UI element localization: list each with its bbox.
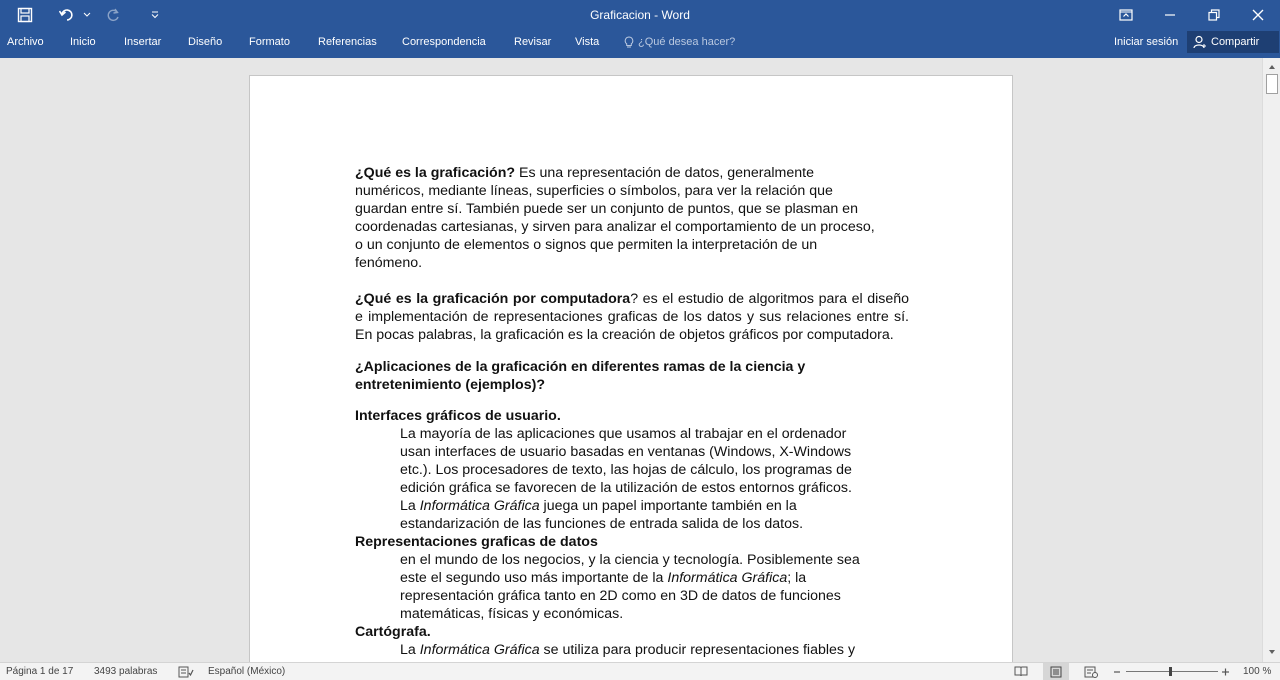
heading-what-is-graphing: ¿Qué es la graficación? [355,165,516,181]
lightbulb-icon [624,36,634,49]
share-label: Compartir [1211,36,1260,48]
computer-graphics-body: ? es el estudio de algoritmos para el diseño e implementación de representaciones graficas de los datos y sus relaciones entre sí. En pocas palabras, la graficación es la creación de objetos gráficos por computadora. [355,291,909,343]
cartography-paragraph [355,641,909,659]
heading-applications [355,358,909,376]
customize-qat-icon[interactable] [142,2,168,28]
ribbon-tab-row [0,30,1280,58]
proofing-icon[interactable] [178,666,194,678]
document-area[interactable] [0,58,1262,662]
scroll-up-icon[interactable] [1266,61,1278,73]
document-page[interactable] [249,75,1013,662]
heading-cartography-text: Cartógrafa. [355,624,431,640]
word-count[interactable]: 3493 palabras [94,666,158,677]
text-span: se utiliza para producir representaciones fiables y [539,642,856,658]
document-body[interactable] [355,164,909,659]
tab-inicio[interactable]: Inicio [70,36,96,48]
window-controls [1104,0,1280,30]
text-line: usan interfaces de usuario basadas en ventanas (Windows, X-Windows [400,444,852,460]
text-line: La mayoría de las aplicaciones que usamos al trabajar en el ordenador [400,426,847,442]
status-bar [0,662,1280,680]
tab-insertar[interactable]: Insertar [124,36,162,48]
tell-me-placeholder: ¿Qué desea hacer? [638,36,736,48]
heading-gui-text: Interfaces gráficos de usuario. [355,408,561,424]
undo-icon[interactable] [54,2,80,28]
tab-correspondencia[interactable]: Correspondencia [402,36,486,48]
italic-term: Informática Gráfica [667,570,788,586]
tab-formato[interactable]: Formato [249,36,290,48]
zoom-slider-track[interactable] [1126,671,1218,672]
heading-gui [355,407,909,425]
zoom-level[interactable]: 100 % [1243,666,1272,677]
undo-dropdown-icon[interactable] [80,2,94,28]
heading-applications-cont [355,376,909,394]
gui-paragraph [355,425,909,533]
close-icon[interactable] [1236,0,1280,30]
heading-applications-line1: ¿Aplicaciones de la graficación en diferentes ramas de la ciencia y [355,359,806,375]
paragraph-what-is-graphing [355,164,909,182]
text-span: La [400,642,420,658]
vertical-scrollbar[interactable] [1262,58,1280,662]
web-layout-icon[interactable] [1078,663,1104,680]
tab-referencias[interactable]: Referencias [318,36,377,48]
scroll-down-icon[interactable] [1266,646,1278,658]
heading-computer-graphics: ¿Qué es la graficación por computadora [355,291,631,307]
zoom-out-icon[interactable] [1113,663,1121,680]
text-line: estandarización de las funciones de entrada salida de los datos. [400,516,804,532]
text-line: guardan entre sí. También puede ser un conjunto de puntos, que se plasman en [355,201,858,217]
scrollbar-thumb[interactable] [1266,74,1278,94]
text-line [400,641,909,659]
heading-data-graphics [355,533,909,551]
text-line: numéricos, mediante líneas, superficies o símbolos, para ver la relación que [355,183,833,199]
italic-term: Informática Gráfica [419,498,540,514]
text-line: representación gráfica tanto en 2D como en 3D de datos de funciones [400,588,841,604]
paragraph-computer-graphics [355,290,909,344]
text-line: fenómeno. [355,255,423,271]
data-graphics-paragraph [355,551,909,623]
language-indicator[interactable]: Español (México) [208,666,286,677]
share-button[interactable] [1187,31,1279,53]
window-title: Graficacion - Word [590,8,690,22]
page-count[interactable]: Página 1 de 17 [6,666,74,677]
person-add-icon [1193,35,1207,49]
text-span: juega un papel importante también en la [539,498,797,514]
redo-icon[interactable] [100,2,126,28]
heading-applications-line2: entretenimiento (ejemplos)? [355,377,545,393]
text-line: coordenadas cartesianas, y sirven para analizar el comportamiento de un proceso, [355,219,875,235]
sign-in-link[interactable]: Iniciar sesión [1114,36,1179,48]
text-line: Es una representación de datos, generalmente [515,165,814,181]
restore-icon[interactable] [1192,0,1236,30]
heading-data-graphics-text: Representaciones graficas de datos [355,534,598,550]
quick-access-toolbar [0,0,168,30]
text-line [400,569,909,587]
read-mode-icon[interactable] [1008,663,1034,680]
heading-cartography [355,623,909,641]
text-span: La [400,498,420,514]
text-span: este el segundo uso más importante de la [400,570,668,586]
title-bar [0,0,1280,30]
save-icon[interactable] [12,2,38,28]
zoom-slider-thumb[interactable] [1169,667,1172,676]
zoom-in-icon[interactable] [1221,663,1230,680]
tab-vista[interactable]: Vista [575,36,600,48]
text-line: o un conjunto de elementos o signos que permiten la interpretación de un [355,237,818,253]
minimize-icon[interactable] [1148,0,1192,30]
print-layout-icon[interactable] [1043,663,1069,680]
text-line [400,497,909,515]
tab-diseno[interactable]: Diseño [188,36,223,48]
text-span: ; la [787,570,807,586]
tell-me-box[interactable] [624,30,735,54]
text-line: en el mundo de los negocios, y la ciencia y tecnología. Posiblemente sea [400,552,860,568]
text-line: matemáticas, físicas y económicas. [400,606,624,622]
ribbon-display-options-icon[interactable] [1104,0,1148,30]
tab-archivo[interactable]: Archivo [7,36,44,48]
text-line: etc.). Los procesadores de texto, las hojas de cálculo, los programas de [400,462,852,478]
italic-term: Informática Gráfica [419,642,540,658]
text-line: edición gráfica se favorecen de la utilización de estos entornos gráficos. [400,480,852,496]
tab-revisar[interactable]: Revisar [514,36,552,48]
